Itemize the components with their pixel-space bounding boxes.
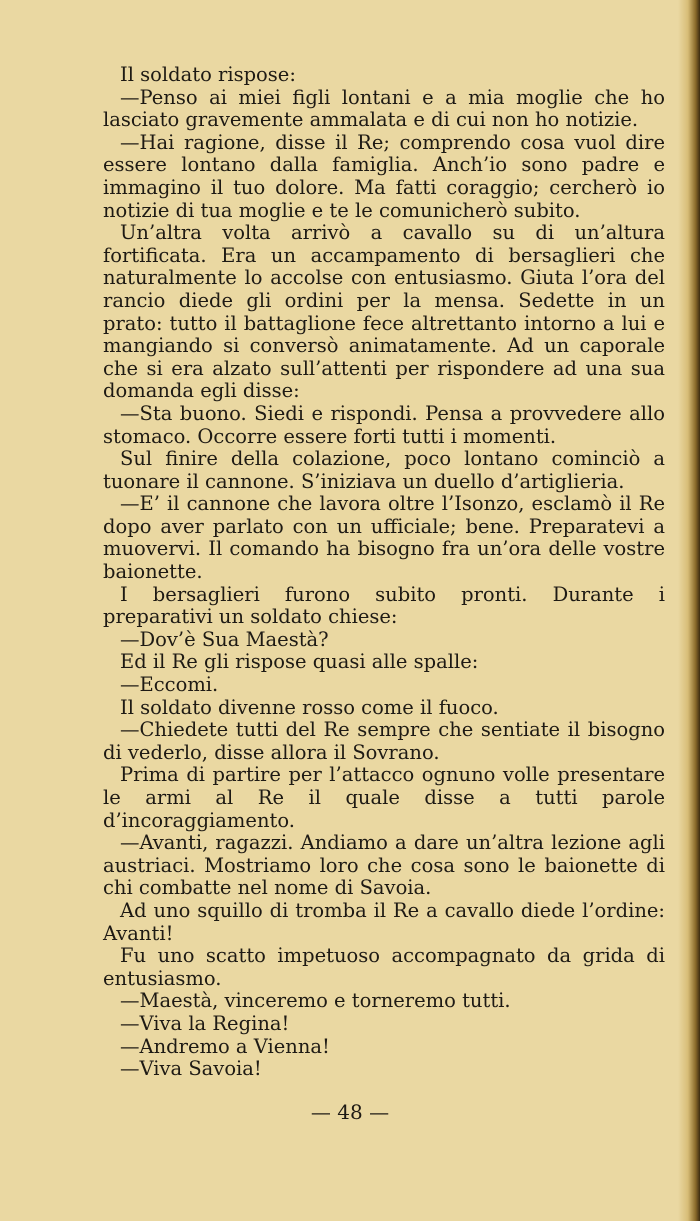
paragraph: Prima di partire per l’attacco ognuno volle presentare le armi al Re il quale disse a tutti parole d’incoraggiamento. [103, 763, 665, 832]
paragraph: —Chiedete tutti del Re sempre che sentiate il bisogno di vederlo, disse allora il Sovrano. [103, 718, 665, 764]
paragraph: —Hai ragione, disse il Re; comprendo cosa vuol dire essere lontano dalla famiglia. Anch’io sono padre e immagino il tuo dolore. Ma fatti coraggio; cercherò io notizie di tua moglie e te le comunicherò subito. [103, 130, 665, 222]
paragraph: Fu uno scatto impetuoso accompagnato da grida di entusiasmo. [103, 944, 665, 990]
paragraph: —Avanti, ragazzi. Andiamo a dare un’altra lezione agli austriaci. Mostriamo loro che cosa sono le baionette di chi combatte nel nome di Savoia. [103, 831, 665, 900]
paragraph: —Penso ai miei figli lontani e a mia moglie che ho lasciato gravemente ammalata e di cui non ho notizie. [103, 85, 665, 132]
paragraph: Un’altra volta arrivò a cavallo su di un’altura fortificata. Era un accampamento di bersaglieri che naturalmente lo accolse con entusiasmo. Giuta l’ora del rancio diede gli ordini per la mensa. Sedette in un prato: tutto il battaglione fece altrettanto intorno a lui e mangiando si conversò animatamente. Ad un caporale che si era alzato sull’attenti per rispondere ad una sua domanda egli disse: [103, 221, 665, 403]
paragraph: I bersaglieri furono subito pronti. Durante i preparativi un soldato chiese: [103, 582, 665, 629]
paragraph: —Dov’è Sua Maestà? [120, 627, 329, 651]
paragraph: —Andremo a Vienna! [120, 1034, 330, 1058]
paragraph: —Viva la Regina! [120, 1011, 290, 1035]
page-edge-shadow [678, 0, 700, 1221]
page-number: — 48 — [310, 1100, 390, 1124]
paragraph: —E’ il cannone che lavora oltre l’Isonzo, esclamò il Re dopo aver parlato con un ufficiale; bene. Preparatevi a muovervi. Il comando ha bisogno fra un’ora delle vostre baionette. [103, 492, 665, 584]
paragraph: Sul finire della colazione, poco lontano cominciò a tuonare il cannone. S’iniziava un duello d’artiglieria. [103, 447, 665, 493]
paragraph: —Eccomi. [120, 673, 219, 697]
paragraph: Il soldato divenne rosso come il fuoco. [120, 695, 499, 719]
paragraph: —Sta buono. Siedi e rispondi. Pensa a provvedere allo stomaco. Occorre essere forti tutti i momenti. [103, 401, 665, 448]
body-text [103, 64, 665, 1081]
paragraph: —Viva Savoia! [120, 1057, 262, 1081]
paragraph: Ad uno squillo di tromba il Re a cavallo diede l’ordine: Avanti! [103, 898, 665, 945]
paragraph: —Maestà, vinceremo e torneremo tutti. [120, 989, 511, 1013]
paragraph: Ed il Re gli rispose quasi alle spalle: [120, 650, 479, 674]
paragraph: Il soldato rispose: [120, 63, 296, 86]
